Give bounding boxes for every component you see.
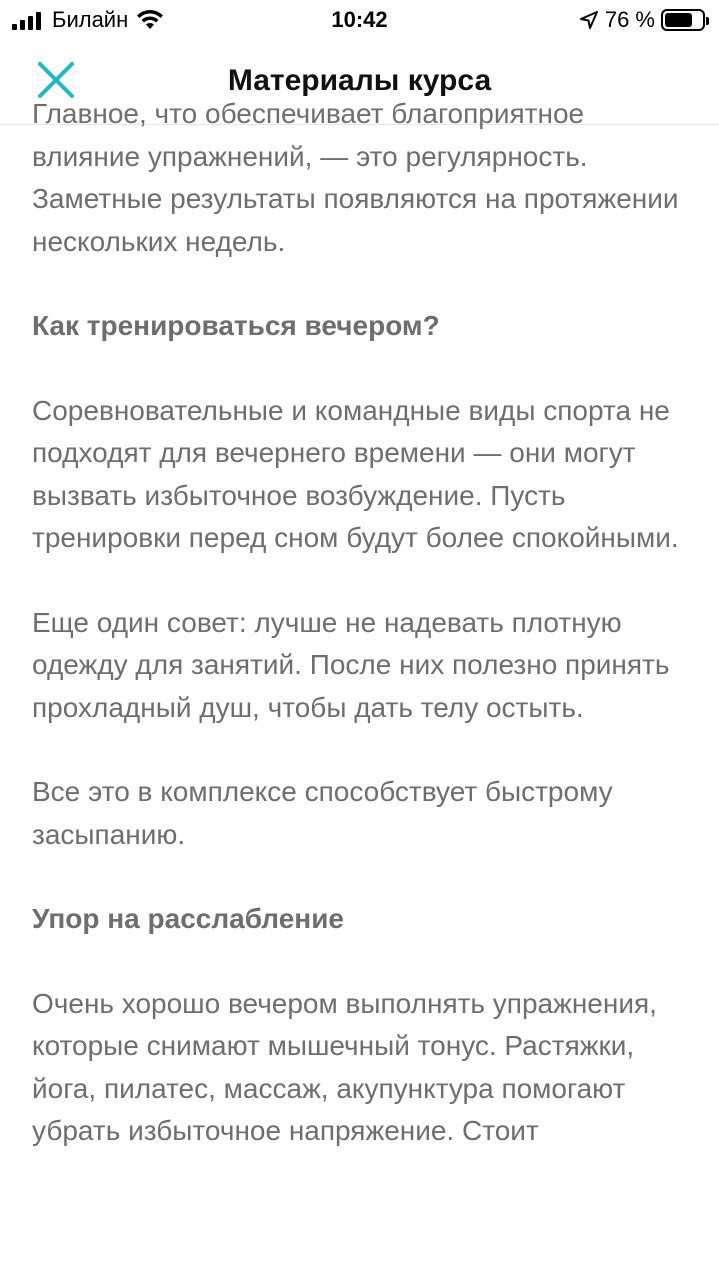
carrier-name: Билайн	[52, 7, 129, 32]
page-title: Материалы курса	[227, 64, 492, 97]
article-paragraph: Еще один совет: лучше не надевать плотную одежду для занятий. После них полезно принять прохладный душ, чтобы дать телу остыть.	[32, 606, 670, 723]
article-body	[32, 93, 692, 1195]
article-paragraph: Все это в комплексе способствует быстрому засыпанию.	[32, 776, 613, 850]
status-time: 10:42	[331, 7, 388, 32]
battery-percent: 76 %	[604, 7, 655, 32]
article-paragraph: Соревновательные и командные виды спорта не подходят для вечернего времени — они могут вызвать избыточное возбуждение. Пусть тренировки перед сном будут более спокойными.	[32, 394, 679, 553]
battery-fill	[665, 13, 692, 27]
status-right	[579, 6, 705, 34]
article-heading: Как тренироваться вечером?	[32, 310, 440, 341]
article-heading: Упор на расслабление	[32, 903, 344, 934]
article-paragraph: Очень хорошо вечером выполнять упражнения, которые снимают мышечный тонус. Растяжки, йога, пилатес, массаж, акупунктура помогают убрать избыточное напряжение. Стоит	[32, 987, 657, 1146]
content-scroll-area[interactable]	[0, 98, 719, 1280]
battery-tip	[706, 17, 709, 25]
location-arrow-icon	[579, 10, 599, 30]
article-paragraph: Главное, что обеспечивает благоприятное влияние упражнений, — это регулярность. Заметные результаты появляются на протяжении нескольких недель.	[32, 98, 679, 257]
battery-icon	[661, 9, 705, 31]
status-bar	[0, 0, 719, 40]
